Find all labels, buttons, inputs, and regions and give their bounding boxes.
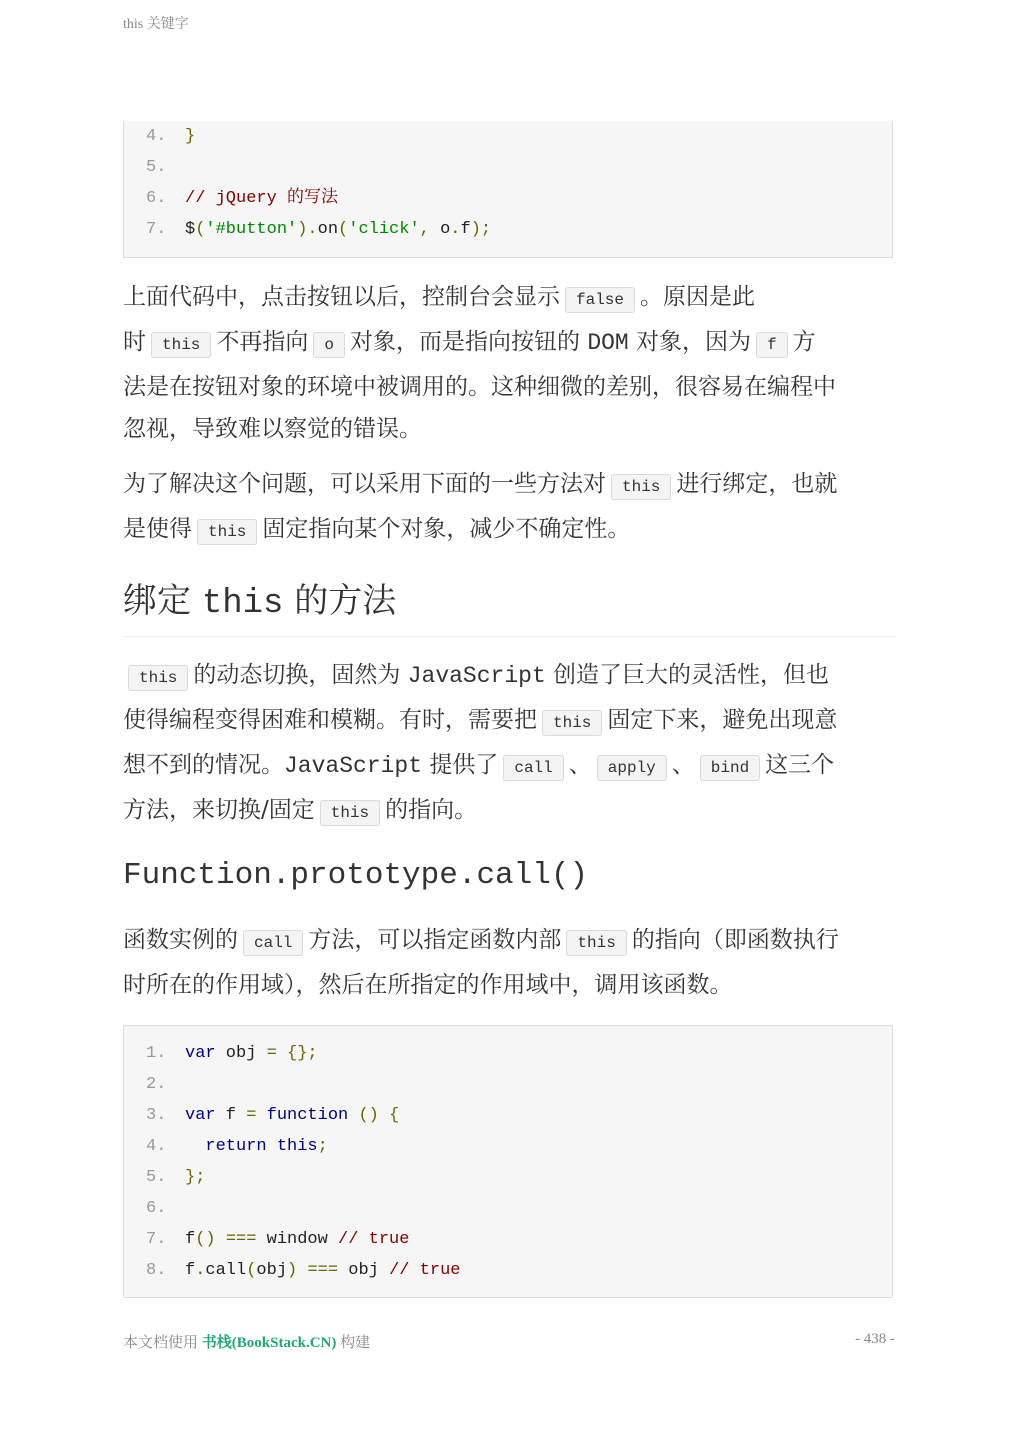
inline-code: bind	[700, 755, 760, 781]
inline-code: false	[565, 287, 635, 313]
para-line: 时所在的作用域），然后在所指定的作用域中，调用该函数。	[123, 972, 733, 998]
para-line: 方法，来切换/固定 this 的指向。	[123, 789, 898, 834]
inline-code: this	[128, 665, 188, 691]
brand-link[interactable]: 书栈(BookStack.CN)	[201, 1335, 337, 1351]
heading-divider	[123, 636, 895, 637]
line-number: 5.	[146, 1168, 167, 1187]
line-number: 7.	[146, 220, 167, 239]
code-block-top	[123, 121, 893, 258]
code-text: // jQuery 的写法	[185, 189, 339, 208]
code-text: return this;	[205, 1137, 328, 1156]
para-line: 忽视，导致难以察觉的错误。	[123, 416, 422, 442]
para-line: 法是在按钮对象的环境中被调用的。这种细微的差别，很容易在编程中	[123, 374, 836, 400]
para-line: this 的动态切换，固然为 JavaScript 创造了巨大的灵活性，但也	[123, 654, 898, 699]
inline-code: this	[611, 474, 671, 500]
para-line: 使得编程变得困难和模糊。有时，需要把 this 固定下来，避免出现意	[123, 699, 898, 744]
line-number: 1.	[146, 1044, 167, 1063]
line-number: 8.	[146, 1261, 167, 1280]
page-number: - 438 -	[855, 1331, 895, 1347]
line-number: 6.	[146, 1199, 167, 1218]
inline-code: o	[313, 332, 345, 358]
paragraph-binding-intro	[123, 654, 898, 834]
para-line: 上面代码中，点击按钮以后，控制台会显示 false 。原因是此	[123, 276, 898, 321]
line-number: 4.	[146, 127, 167, 146]
code-text: }	[185, 127, 196, 146]
paragraph-call-intro	[123, 919, 898, 1006]
code-text: $('#button').on('click', o.f);	[185, 220, 492, 239]
inline-code: this	[320, 800, 380, 826]
para-line: 想不到的情况。JavaScript 提供了 call 、 apply 、 bind 这三个	[123, 752, 835, 779]
inline-code: this	[542, 710, 602, 736]
section-heading: 绑定 this 的方法	[123, 581, 397, 623]
code-text: var obj = {};	[185, 1044, 318, 1063]
line-number: 6.	[146, 189, 167, 208]
inline-code: f	[756, 332, 788, 358]
line-number: 7.	[146, 1230, 167, 1249]
code-text: };	[185, 1168, 206, 1187]
para-line: 函数实例的 call 方法，可以指定函数内部 this 的指向（即函数执行	[123, 919, 898, 964]
line-number: 2.	[146, 1075, 167, 1094]
para-line: 是使得 this 固定指向某个对象，减少不确定性。	[123, 508, 898, 553]
inline-code: call	[243, 930, 303, 956]
para-line: 为了解决这个问题，可以采用下面的一些方法对 this 进行绑定，也就	[123, 463, 898, 508]
inline-code: call	[503, 755, 563, 781]
code-text: f() === window // true	[185, 1230, 410, 1249]
code-block-call-example	[123, 1025, 893, 1298]
running-header: this 关键字	[123, 17, 189, 32]
inline-code: apply	[597, 755, 667, 781]
code-text: var f = function () {	[185, 1106, 400, 1125]
line-number: 5.	[146, 158, 167, 177]
para-line: 时 this 不再指向 o 对象，而是指向按钮的 DOM 对象，因为 f 方	[123, 329, 816, 356]
inline-code: this	[151, 332, 211, 358]
subsection-heading: Function.prototype.call()	[123, 858, 589, 893]
line-number: 4.	[146, 1137, 167, 1156]
inline-code: this	[197, 519, 257, 545]
paragraph-solution	[123, 463, 898, 553]
paragraph-explanation	[123, 276, 898, 450]
line-number: 3.	[146, 1106, 167, 1125]
code-text: f.call(obj) === obj // true	[185, 1261, 461, 1280]
footer-credit: 本文档使用 书栈(BookStack.CN) 构建	[123, 1335, 371, 1351]
inline-code: this	[566, 930, 626, 956]
